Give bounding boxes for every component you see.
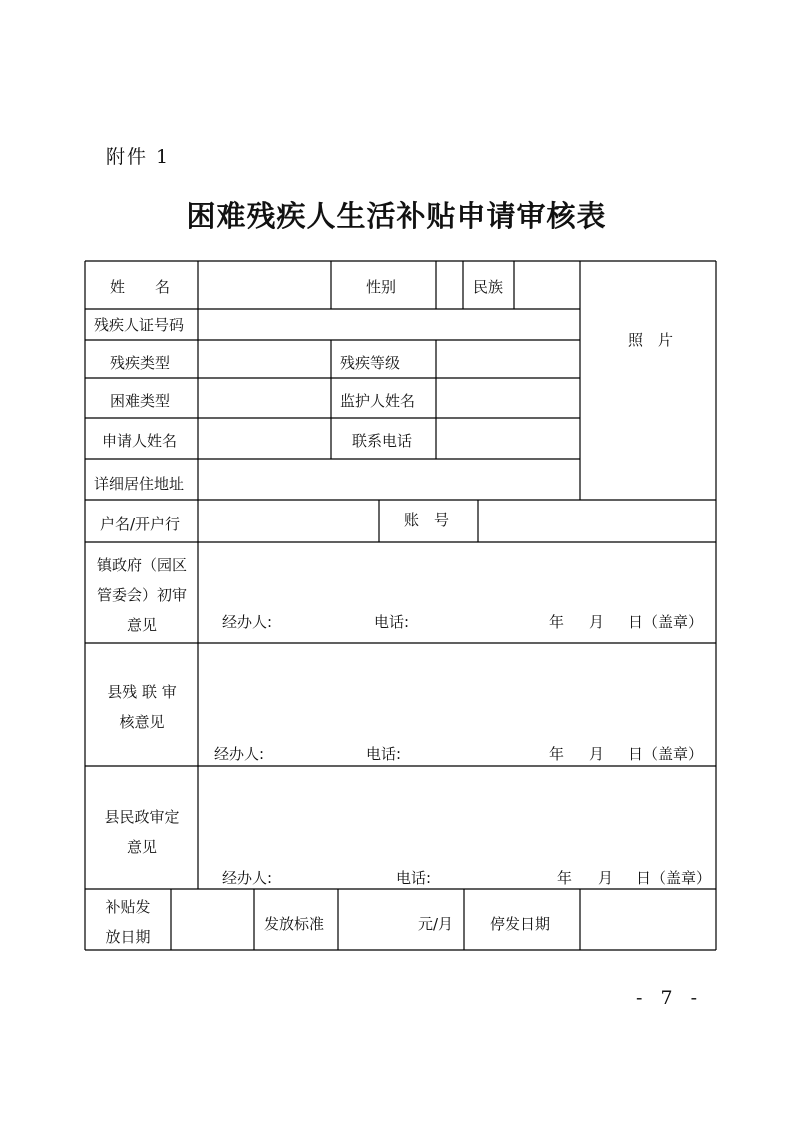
county-dpf-month-label: 月 [589,745,605,763]
guardian-name-label: 监护人姓名 [340,392,416,410]
county-civil-day-seal-label: 日（盖章） [636,869,712,887]
applicant-name-label: 申请人姓名 [102,432,178,450]
hardship-type-label: 困难类型 [110,392,171,410]
county-dpf-tel-label: 电话: [366,745,402,763]
gender-label: 性别 [366,278,397,296]
disability-type-label: 残疾类型 [110,354,171,372]
county-dpf-handler-label: 经办人: [214,745,265,763]
town-review-label: 镇政府（园区 管委会）初审 意见 [96,556,187,634]
disability-id-label: 残疾人证号码 [94,316,185,334]
contact-phone-label: 联系电话 [352,432,413,450]
town-year-label: 年 [549,613,565,631]
town-handler-label: 经办人: [222,613,273,631]
account-name-bank-label: 户名/开户行 [100,515,181,533]
attachment-label: 附件 1 [106,146,171,168]
county-civil-year-label: 年 [557,869,573,887]
county-dpf-day-seal-label: 日（盖章） [628,745,704,763]
page-number: - 7 - [636,987,704,1009]
town-month-label: 月 [589,613,605,631]
stop-date-label: 停发日期 [490,915,551,933]
town-tel-label: 电话: [374,613,410,631]
form-title: 困难残疾人生活补贴申请审核表 [186,199,607,233]
photo-label: 照 片 [628,331,674,349]
disability-level-label: 残疾等级 [340,354,401,372]
payment-standard-label: 发放标准 [264,915,325,933]
town-day-seal-label: 日（盖章） [628,613,704,631]
county-civil-review-label: 县民政审定 意见 [104,808,180,856]
county-civil-month-label: 月 [598,869,614,887]
address-label: 详细居住地址 [94,475,185,493]
account-number-label: 账 号 [404,511,450,529]
county-dpf-year-label: 年 [549,745,565,763]
county-civil-tel-label: 电话: [396,869,432,887]
ethnicity-label: 民族 [473,278,504,296]
county-dpf-review-label: 县残 联 审 核意见 [107,683,177,731]
county-civil-handler-label: 经办人: [222,869,273,887]
subsidy-date-label: 补贴发 放日期 [105,898,151,946]
name-label: 姓 名 [110,278,171,296]
unit-label: 元/月 [418,915,454,933]
